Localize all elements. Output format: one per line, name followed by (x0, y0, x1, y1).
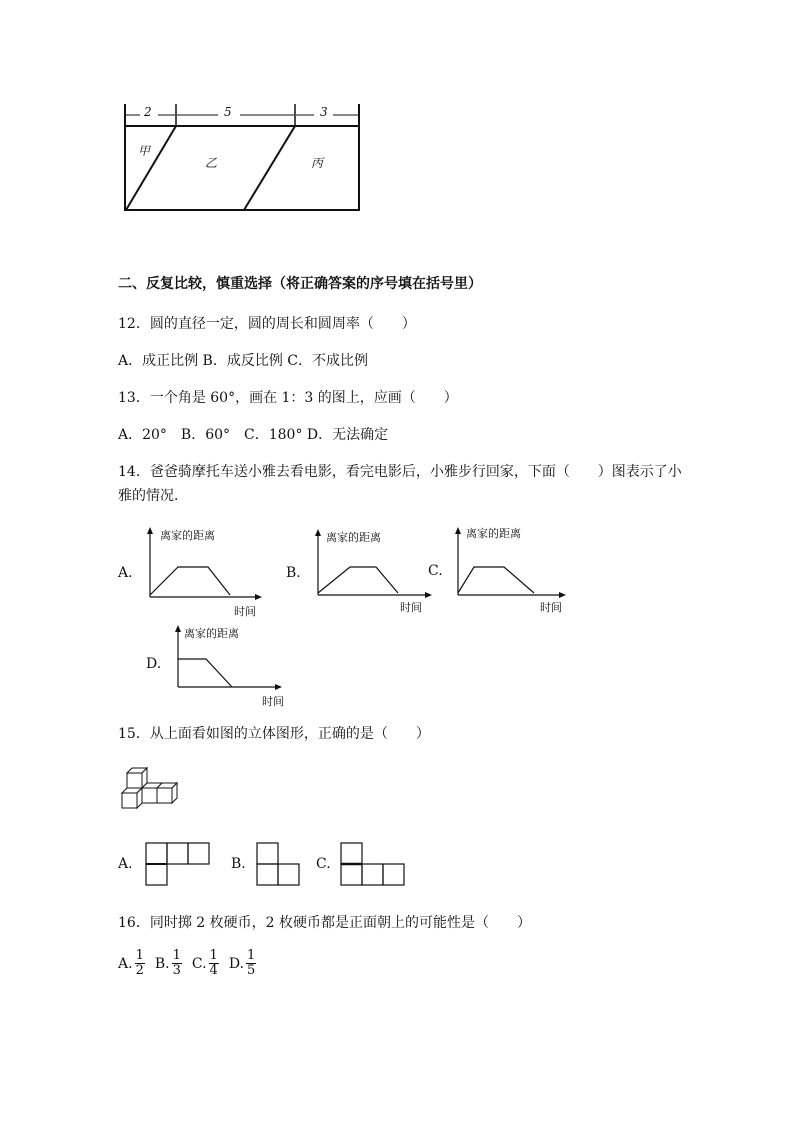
q16-option-b (155, 949, 184, 978)
q16-option-b-letter: B. (154, 955, 170, 972)
q16-option-d-fraction (246, 949, 256, 978)
region-label-bing: 丙 (311, 156, 324, 170)
parallelogram-figure (118, 100, 368, 220)
segment-label-1: 2 (144, 105, 152, 119)
q16-option-d (229, 949, 258, 978)
q16-option-c-fraction (209, 949, 219, 978)
q14-graph-c (446, 525, 576, 620)
q15-option-c-letter: C. (316, 856, 331, 872)
question-16-options (118, 949, 266, 978)
q15-cubes-svg (118, 764, 188, 812)
question-14-line1: 14．爸爸骑摩托车送小雅去看电影，看完电影后，小雅步行回家，下面（ ）图表示了小 (118, 464, 682, 480)
question-15: 15．从上面看如图的立体图形，正确的是（ ） (118, 726, 430, 742)
q15-option-b-svg (256, 842, 306, 888)
q15-option-a-letter: A. (118, 856, 133, 872)
q16-option-a-den: 2 (135, 963, 144, 978)
q14-graph-b-y-label: 离家的距离 (326, 531, 381, 544)
q14-option-d-letter: D. (146, 656, 162, 672)
segment-label-2: 5 (224, 105, 232, 119)
q15-option-a-svg (145, 842, 215, 888)
q16-option-c-den: 4 (209, 963, 218, 978)
q14-graph-d-x-label: 时间 (262, 695, 284, 708)
q14-graph-b-x-label: 时间 (400, 601, 422, 614)
q16-option-a-fraction (135, 949, 145, 978)
q16-option-a (118, 949, 147, 978)
q14-graph-a (138, 525, 278, 620)
q15-option-b-letter: B. (231, 856, 246, 872)
question-16: 16．同时掷 2 枚硬币，2 枚硬币都是正面朝上的可能性是（ ） (118, 915, 531, 931)
question-13: 13．一个角是 60°，画在 1：3 的图上，应画（ ） (118, 390, 458, 406)
q14-graph-d (166, 623, 296, 718)
q16-option-c-letter: C. (191, 955, 207, 972)
segment-label-3: 3 (320, 105, 328, 119)
q14-option-c-letter: C. (428, 563, 443, 579)
q15-option-c-grid (340, 842, 410, 892)
q16-option-d-letter: D. (228, 955, 245, 972)
question-14-line2: 雅的情况． (118, 488, 188, 504)
q16-option-c (192, 949, 221, 978)
q14-graph-b (304, 527, 444, 622)
q16-option-a-num: 1 (135, 948, 144, 963)
q16-option-a-letter: A. (118, 955, 133, 972)
q14-graph-d-y-label: 离家的距离 (184, 627, 239, 640)
q16-option-c-num: 1 (209, 948, 218, 963)
q15-option-a-grid (145, 842, 215, 892)
q15-option-b-grid (256, 842, 306, 892)
parallelogram-diagram (118, 100, 368, 220)
q15-cube-figure (118, 764, 188, 812)
q16-option-d-num: 1 (247, 948, 256, 963)
question-12-options: A．成正比例 B．成反比例 C．不成比例 (118, 353, 369, 369)
q16-option-b-num: 1 (172, 948, 181, 963)
q15-option-c-svg (340, 842, 410, 888)
q14-option-a-letter: A. (118, 565, 133, 581)
q14-graph-c-x-label: 时间 (540, 601, 562, 614)
region-label-jia: 甲 (138, 144, 151, 158)
q14-graph-c-y-label: 离家的距离 (466, 527, 521, 540)
region-label-yi: 乙 (205, 156, 218, 170)
question-13-options: A．20° B．60° C．180° D．无法确定 (118, 427, 389, 443)
q14-graph-a-x-label: 时间 (234, 605, 256, 618)
question-12: 12．圆的直径一定，圆的周长和圆周率（ ） (118, 316, 416, 332)
q14-graph-a-y-label: 离家的距离 (160, 529, 215, 542)
q16-option-b-den: 3 (172, 963, 181, 978)
section-heading: 二、反复比较，慎重选择（将正确答案的序号填在括号里） (118, 276, 482, 292)
q16-option-b-fraction (172, 949, 182, 978)
q14-option-b-letter: B. (286, 565, 301, 581)
q16-option-d-den: 5 (247, 963, 256, 978)
